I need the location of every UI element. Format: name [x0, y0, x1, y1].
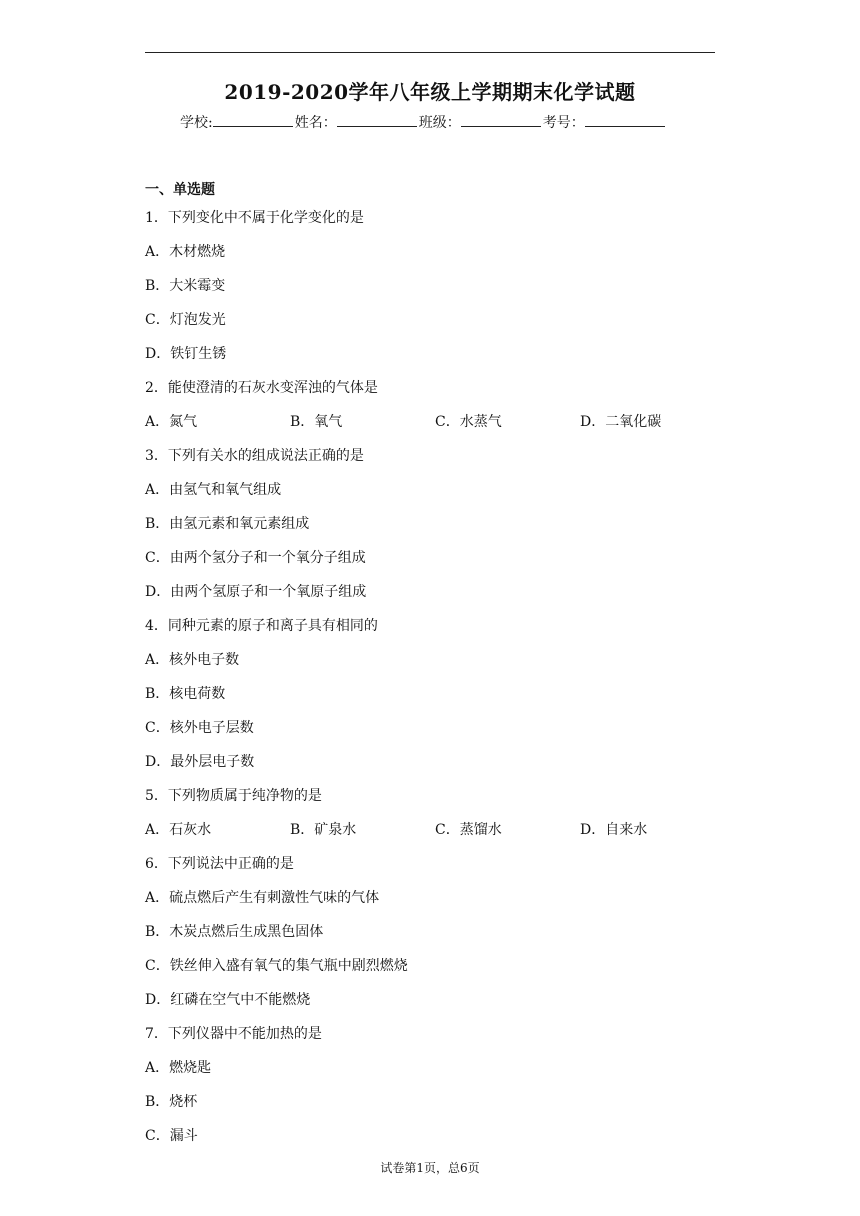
question-7-option-b: B．烧杯	[145, 1094, 198, 1110]
question-5-stem: 5．下列物质属于纯净物的是	[145, 788, 322, 804]
question-3-option-a: A．由氢气和氧气组成	[145, 482, 282, 498]
question-3-option-c: C．由两个氢分子和一个氧分子组成	[145, 550, 366, 566]
question-4-stem: 4．同种元素的原子和离子具有相同的	[145, 618, 378, 634]
question-6-option-a: A．硫点燃后产生有刺激性气味的气体	[145, 890, 380, 906]
question-4-option-b: B．核电荷数	[145, 686, 226, 702]
page-footer: 试卷第1页，总6页	[380, 1161, 480, 1175]
question-1-option-b: B．大米霉变	[145, 278, 226, 294]
question-5-options	[145, 813, 725, 847]
question-7-stem: 7．下列仪器中不能加热的是	[145, 1026, 322, 1042]
question-4-option-a: A．核外电子数	[145, 652, 240, 668]
question-5-option-a: A．石灰水	[145, 822, 212, 838]
question-2-stem: 2．能使澄清的石灰水变浑浊的气体是	[145, 380, 378, 396]
school-blank[interactable]	[213, 113, 293, 127]
question-4-option-c: C．核外电子层数	[145, 720, 254, 736]
question-3-stem: 3．下列有关水的组成说法正确的是	[145, 448, 364, 464]
number-blank[interactable]	[585, 113, 665, 127]
question-5-option-d: D．自来水	[580, 822, 648, 838]
question-1-stem: 1．下列变化中不属于化学变化的是	[145, 210, 364, 226]
question-6-option-b: B．木炭点燃后生成黑色固体	[145, 924, 324, 940]
header-rule	[145, 52, 715, 53]
question-2-option-b: B．氧气	[290, 414, 343, 430]
question-1-option-a: A．木材燃烧	[145, 244, 226, 260]
question-3-option-b: B．由氢元素和氧元素组成	[145, 516, 310, 532]
question-1-option-c: C．灯泡发光	[145, 312, 226, 328]
school-label: 学校:	[180, 115, 213, 131]
question-6-stem: 6．下列说法中正确的是	[145, 856, 294, 872]
number-label: 考号：	[542, 115, 585, 131]
question-7-option-c: C．漏斗	[145, 1128, 198, 1144]
section-heading: 一、单选题	[145, 182, 215, 198]
student-info-line	[180, 112, 667, 132]
class-blank[interactable]	[461, 113, 541, 127]
question-2-option-a: A．氮气	[145, 414, 198, 430]
question-2-options	[145, 405, 725, 439]
question-4-option-d: D．最外层电子数	[145, 754, 255, 770]
question-2-option-d: D．二氧化碳	[580, 414, 662, 430]
question-6-option-c: C．铁丝伸入盛有氧气的集气瓶中剧烈燃烧	[145, 958, 408, 974]
question-7-option-a: A．燃烧匙	[145, 1060, 212, 1076]
question-2-option-c: C．水蒸气	[435, 414, 502, 430]
question-6-option-d: D．红磷在空气中不能燃烧	[145, 992, 311, 1008]
exam-title: 2019-2020学年八年级上学期期末化学试题	[224, 80, 636, 104]
question-1-option-d: D．铁钉生锈	[145, 346, 227, 362]
exam-content	[145, 179, 725, 1153]
question-3-option-d: D．由两个氢原子和一个氧原子组成	[145, 584, 367, 600]
question-5-option-b: B．矿泉水	[290, 822, 357, 838]
name-label: 姓名：	[294, 115, 337, 131]
name-blank[interactable]	[337, 113, 417, 127]
class-label: 班级：	[418, 115, 461, 131]
question-5-option-c: C．蒸馏水	[435, 822, 502, 838]
